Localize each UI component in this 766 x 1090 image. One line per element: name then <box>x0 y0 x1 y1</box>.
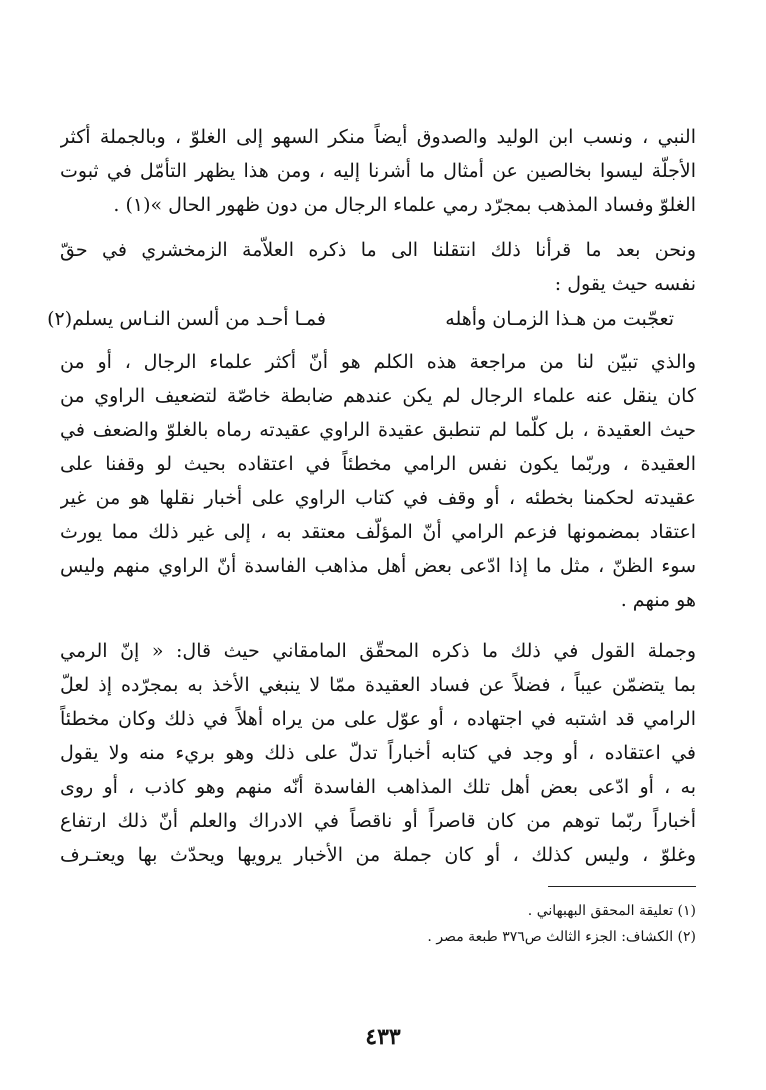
text-line: النبي ، ونسب ابن الوليد والصدوق أيضاً منكر السهو إلى الغلوّ ، وبالجملة أكثر <box>60 126 696 148</box>
text-line: بما يتضمّن عيباً ، فضلاً عن فساد العقيدة ممّا لا ينبغي الأخذ به بمجرّده إذ لعلّ <box>60 674 696 696</box>
text-line: في اعتقاده ، أو وجد في كتابه أخباراً تدلّ على ذلك وهو بريء منه ولا يقول <box>60 742 696 764</box>
page-number: ٤٣٣ <box>365 1024 401 1050</box>
text-line: نفسه حيث يقول : <box>554 273 696 295</box>
text-line: والذي تبيّن لنا من مراجعة هذه الكلم هو أنّ أكثر علماء الرجال ، أو من <box>60 351 696 373</box>
text-line: عقيدته لحكمنا بخطئه ، أو وقف في كتاب الراوي على أخبار نقلها هو من غير <box>60 487 696 509</box>
text-line: به ، أو ادّعى بعض أهل تلك المذاهب الفاسدة أنّه منهم وهو كاذب ، أو روى <box>60 776 696 798</box>
footnote: (١) تعليقة المحقق البهبهاني . <box>527 903 696 919</box>
text-line: كان ينقل عنه علماء الرجال لم يكن عندهم ضابطة خاصّة لتضعيف الراوي من <box>60 385 696 407</box>
text-line: العقيدة ، وربّما يكون نفس الرامي مخطئاً في اعتقاده بحيث لو وقفنا على <box>60 453 696 475</box>
text-line: سوء الظنّ ، مثل ما إذا ادّعى بعض أهل مذاهب الفاسدة أنّ الراوي منهم وليس <box>60 555 696 577</box>
text-line: حيث العقيدة ، بل كلّما لم تنطبق عقيدة الراوي عقيدته رماه بالغلوّ والضعف في <box>60 419 696 441</box>
text-line: الرامي قد اشتبه في اجتهاده ، أو عوّل على من يراه أهلاً في ذلك وكان مخطئاً <box>60 708 696 730</box>
text-line: وجملة القول في ذلك ما ذكره المحقّق المامقاني حيث قال: « إنّ الرمي <box>60 640 696 662</box>
footnote-separator <box>548 886 696 887</box>
text-line: أخباراً ربّما توهم من كان قاصراً أو ناقصاً في الادراك والعلم أنّ ذلك ارتفاع <box>60 810 696 832</box>
text-line: ونحن بعد ما قرأنا ذلك انتقلنا الى ما ذكره العلاّمة الزمخشري في حقّ <box>60 239 696 261</box>
footnote: (٢) الكشاف: الجزء الثالث ص٣٧٦ طبعة مصر . <box>427 929 696 945</box>
verse-second-hemistich: فمـا أحـد من ألسن النـاس يسلم(٢) <box>47 308 326 330</box>
text-line: اعتقاد بمضمونها فزعم الرامي أنّ المؤلّف معتقد به ، إلى غير ذلك مما يورث <box>60 521 696 543</box>
text-line: هو منهم . <box>620 589 696 611</box>
text-line: الأجلّة ليسوا بخالصين عن أمثال ما أشرنا إليه ، ومن هذا يظهر التأمّل في ثبوت <box>60 160 696 182</box>
poetry-verse <box>47 304 696 334</box>
text-line: الغلوّ وفساد المذهب بمجرّد رمي علماء الرجال من دون ظهور الحال »(١) . <box>113 194 696 216</box>
verse-first-hemistich: تعجّبت من هـذا الزمـان وأهله <box>445 308 674 330</box>
text-line: وغلوّ ، وليس كذلك ، أو كان جملة من الأخبار يرويها ويحدّث بها ويعتـرف <box>60 844 696 866</box>
